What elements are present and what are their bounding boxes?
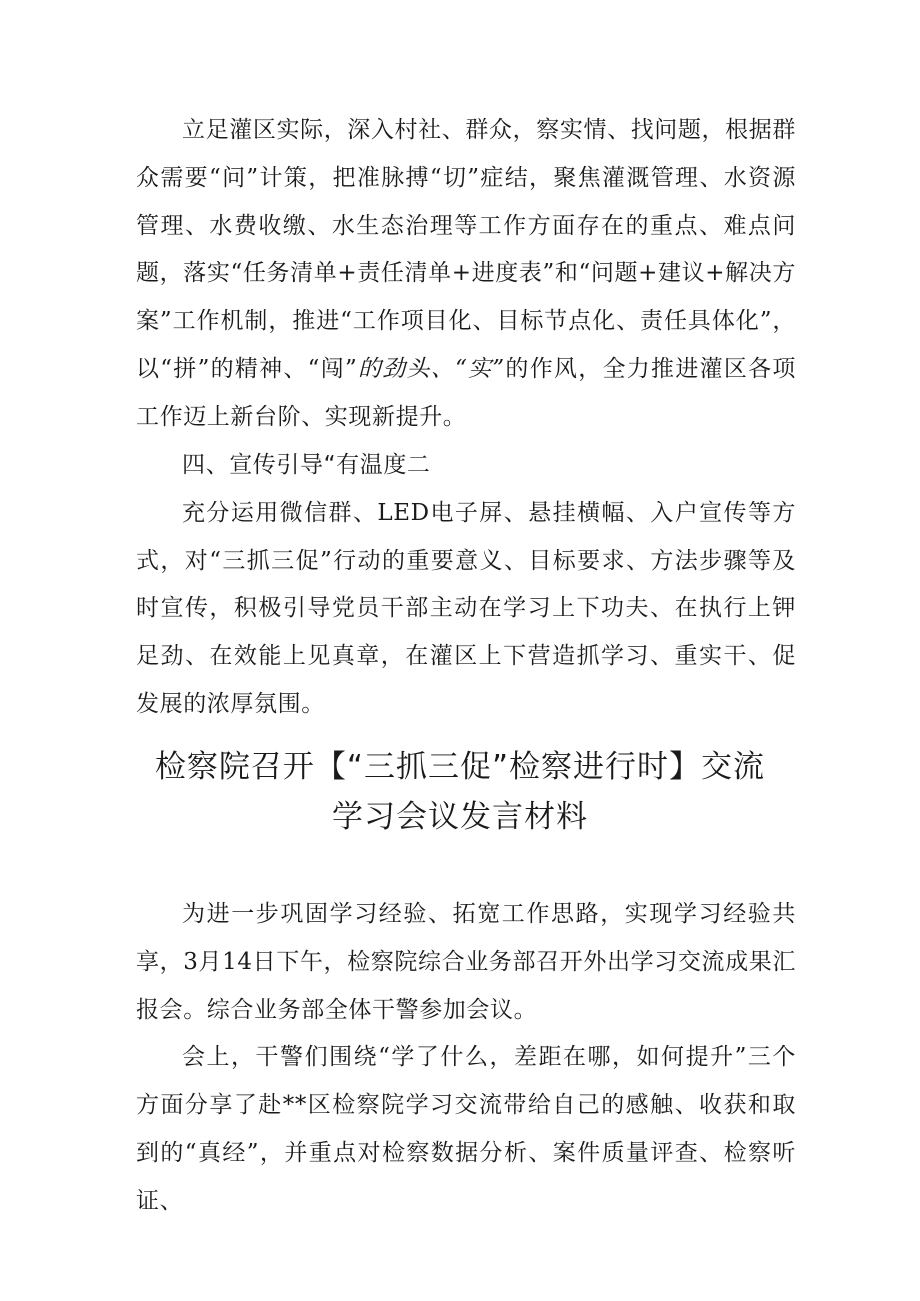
section-heading: 四、宣传引导“有温度二: [182, 452, 431, 478]
paragraph-publicity: 充分运用微信群、LED电子屏、悬挂横幅、入户宣传等方式，对“三抓三促”行动的重要意义、目标要求、方法步骤等及时宣传，积极引导党员干部主动在学习上下功夫、在执行上钾足劲、在效能上见真章，在灌区上下营造抓学习、重实干、促发展的浓厚氛围。: [136, 499, 796, 717]
paragraph-meeting-intro: 为进一步巩固学习经验、拓宽工作思路，实现学习经验共享，3月14日下午，检察院综合业务部召开外出学习交流成果汇报会。综合业务部全体干警参加会议。: [136, 901, 796, 1023]
paragraph-meeting-content: 会上，干警们围绕“学了什么，差距在哪，如何提升”三个方面分享了赴**区检察院学习交流带给自己的感触、收获和取到的“真经”，并重点对检察数据分析、案件质量评查、检察听证、: [136, 1044, 796, 1214]
section-one: [136, 107, 796, 442]
article-title-line1: 检察院召开【“三抓三促”检察进行时】交流: [154, 749, 766, 785]
paragraph-text-end: 的作风，全力推进灌区各项工作迈上新台阶、实现新提升。: [136, 355, 797, 430]
section-four: [136, 442, 796, 729]
paragraph-text: 立足灌区实际，深入村社、群众，察实情、找问题，根据群众需要“问”计策，把准脉搏“切”症结，聚焦灌溉管理、水资源管理、水费收缴、水生态治理等工作方面存在的重点、难点问题，落实“任务清单+责任清单+进度表”和“问题+建议+解决方案”工作机制，推进“工作项目化、目标节点化、责任具体化”，以“拼”的精神、“闯”: [136, 117, 796, 382]
paragraph-irrigation-work: [136, 107, 796, 442]
article-body: [136, 891, 796, 1226]
paragraph-italic-text: 的劲头、“实”: [357, 355, 505, 382]
article-title-line2: 学习会议发言材料: [332, 799, 588, 835]
article-title: [110, 742, 810, 842]
